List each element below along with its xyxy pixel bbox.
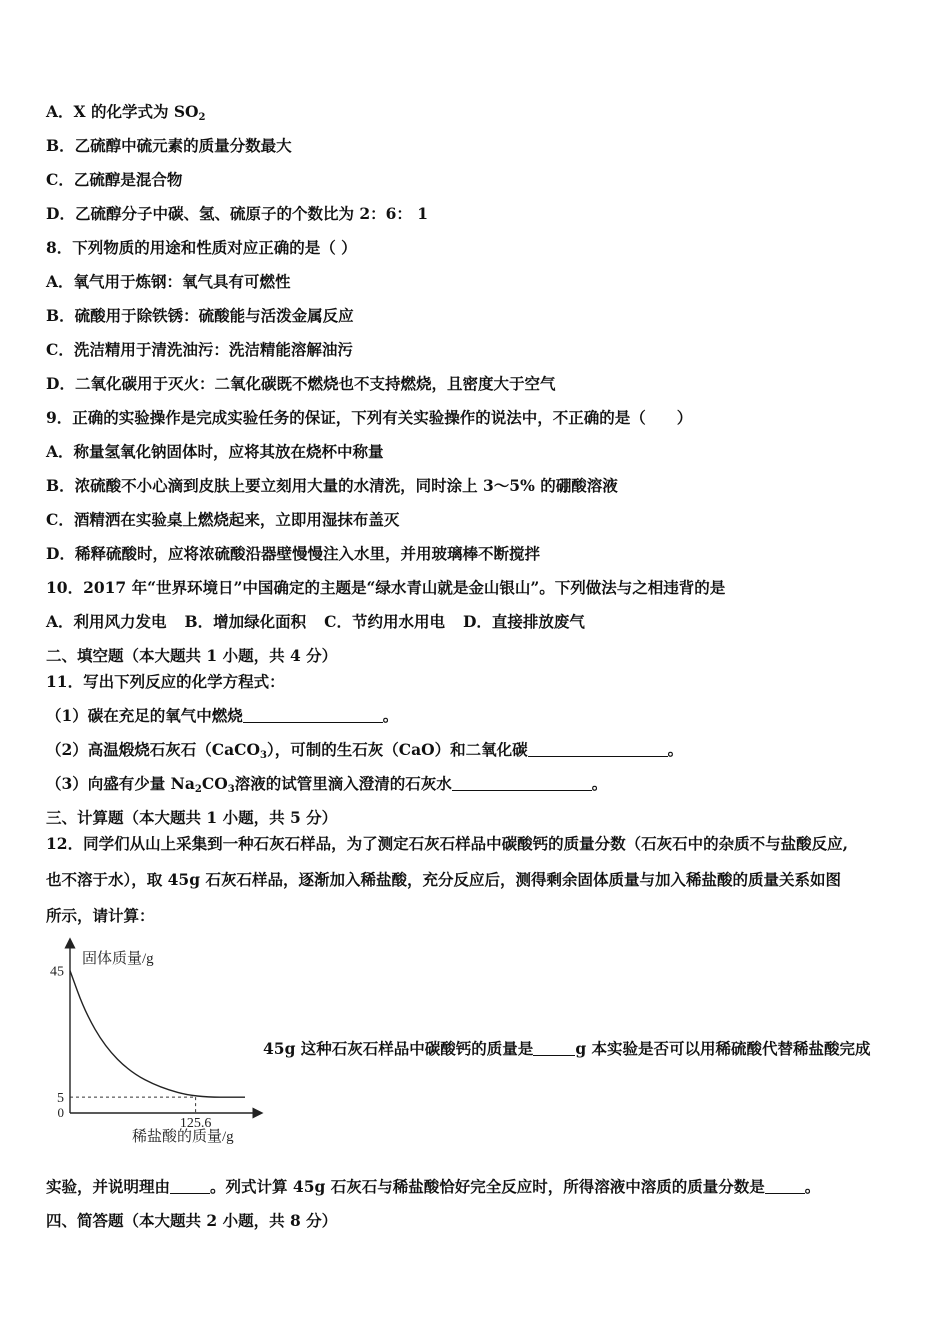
q8-option-a: A．氧气用于炼钢：氧气具有可燃性: [46, 272, 291, 291]
y-tick-label: 45: [50, 964, 64, 980]
q7-option-a: A．X 的化学式为 $SO_2$: [46, 102, 206, 123]
q7-option-b: B．乙硫醇中硫元素的质量分数最大: [46, 136, 292, 155]
answer-blank[interactable]: [528, 741, 668, 757]
mass-graph: [46, 935, 266, 1155]
q10-option-b: B．增加绿化面积: [184, 612, 307, 631]
q8-stem: 8．下列物质的用途和性质对应正确的是（ ）: [46, 238, 357, 257]
section-2-heading: 二、填空题（本大题共 1 小题，共 4 分）: [46, 646, 338, 665]
q9-stem: 9．正确的实验操作是完成实验任务的保证，下列有关实验操作的说法中，不正确的是（ ）: [46, 408, 693, 427]
answer-blank[interactable]: [243, 707, 383, 723]
q9-option-c: C．酒精洒在实验桌上燃烧起来，立即用湿抹布盖灭: [46, 510, 400, 529]
y-tick-label: 5: [57, 1091, 64, 1107]
q7-option-c: C．乙硫醇是混合物: [46, 170, 183, 189]
q11-part-3: （3）向盛有少量 $Na_2CO_3$溶液的试管里滴入澄清的石灰水 。: [46, 774, 608, 795]
series-line-solid-mass: [70, 971, 245, 1098]
q12-graph-question: 45g 这种石灰石样品中碳酸钙的质量是 g 本实验是否可以用稀硫酸代替稀盐酸完成: [263, 1039, 871, 1058]
q10-option-d: D．直接排放废气: [462, 612, 585, 631]
q12-continued: 实验，并说明理由 。列式计算 45g 石灰石与稀盐酸恰好完全反应时，所得溶液中溶质的质量分数是 。: [46, 1177, 821, 1196]
q12-line-3: 所示，请计算：: [46, 906, 155, 925]
q11-stem: 11．写出下列反应的化学方程式：: [46, 672, 285, 691]
answer-blank[interactable]: [452, 775, 592, 791]
q10-option-a: A．利用风力发电: [46, 612, 167, 631]
q9-option-d: D．稀释硫酸时，应将浓硫酸沿器壁慢慢注入水里，并用玻璃棒不断搅拌: [46, 544, 540, 563]
q10-options: [46, 612, 585, 632]
q11-part-2: （2）高温煅烧石灰石（CaCO$_3$），可制的生石灰（CaO）和二氧化碳 。: [46, 740, 684, 761]
y-axis-label: 固体质量/g: [82, 951, 154, 967]
x-tick-label: 125.6: [179, 1116, 212, 1131]
q9-option-a: A．称量氢氧化钠固体时，应将其放在烧杯中称量: [46, 442, 384, 461]
answer-blank[interactable]: [765, 1178, 805, 1194]
section-3-heading: 三、计算题（本大题共 1 小题，共 5 分）: [46, 808, 338, 827]
q10-stem: 10．2017 年“世界环境日”中国确定的主题是“绿水青山就是金山银山”。下列做法与之相违背的是: [46, 578, 726, 597]
q12-line-1: 12．同学们从山上采集到一种石灰石样品，为了测定石灰石样品中碳酸钙的质量分数（石灰石中的杂质不与盐酸反应,: [46, 834, 848, 853]
q12-line-2: 也不溶于水），取 45g 石灰石样品，逐渐加入稀盐酸，充分反应后，测得剩余固体质量与加入稀盐酸的质量关系如图: [46, 870, 841, 889]
q10-option-c: C．节约用水用电: [324, 612, 445, 631]
q7-option-d: D．乙硫醇分子中碳、氢、硫原子的个数比为 2：6： 1: [46, 204, 429, 223]
x-axis-label: 稀盐酸的质量/g: [132, 1129, 234, 1145]
answer-blank[interactable]: [170, 1178, 210, 1194]
q8-option-c: C．洗洁精用于清洗油污：洗洁精能溶解油污: [46, 340, 353, 359]
q8-option-d: D．二氧化碳用于灭火：二氧化碳既不燃烧也不支持燃烧，且密度大于空气: [46, 374, 556, 393]
q11-part-1: （1）碳在充足的氧气中燃烧 。: [46, 706, 399, 725]
section-4-heading: 四、简答题（本大题共 2 小题，共 8 分）: [46, 1211, 338, 1230]
origin-label: 0: [57, 1105, 64, 1120]
q9-option-b: B．浓硫酸不小心滴到皮肤上要立刻用大量的水清洗，同时涂上 3～5% 的硼酸溶液: [46, 476, 618, 495]
answer-blank[interactable]: [533, 1040, 575, 1056]
q8-option-b: B．硫酸用于除铁锈：硫酸能与活泼金属反应: [46, 306, 354, 325]
